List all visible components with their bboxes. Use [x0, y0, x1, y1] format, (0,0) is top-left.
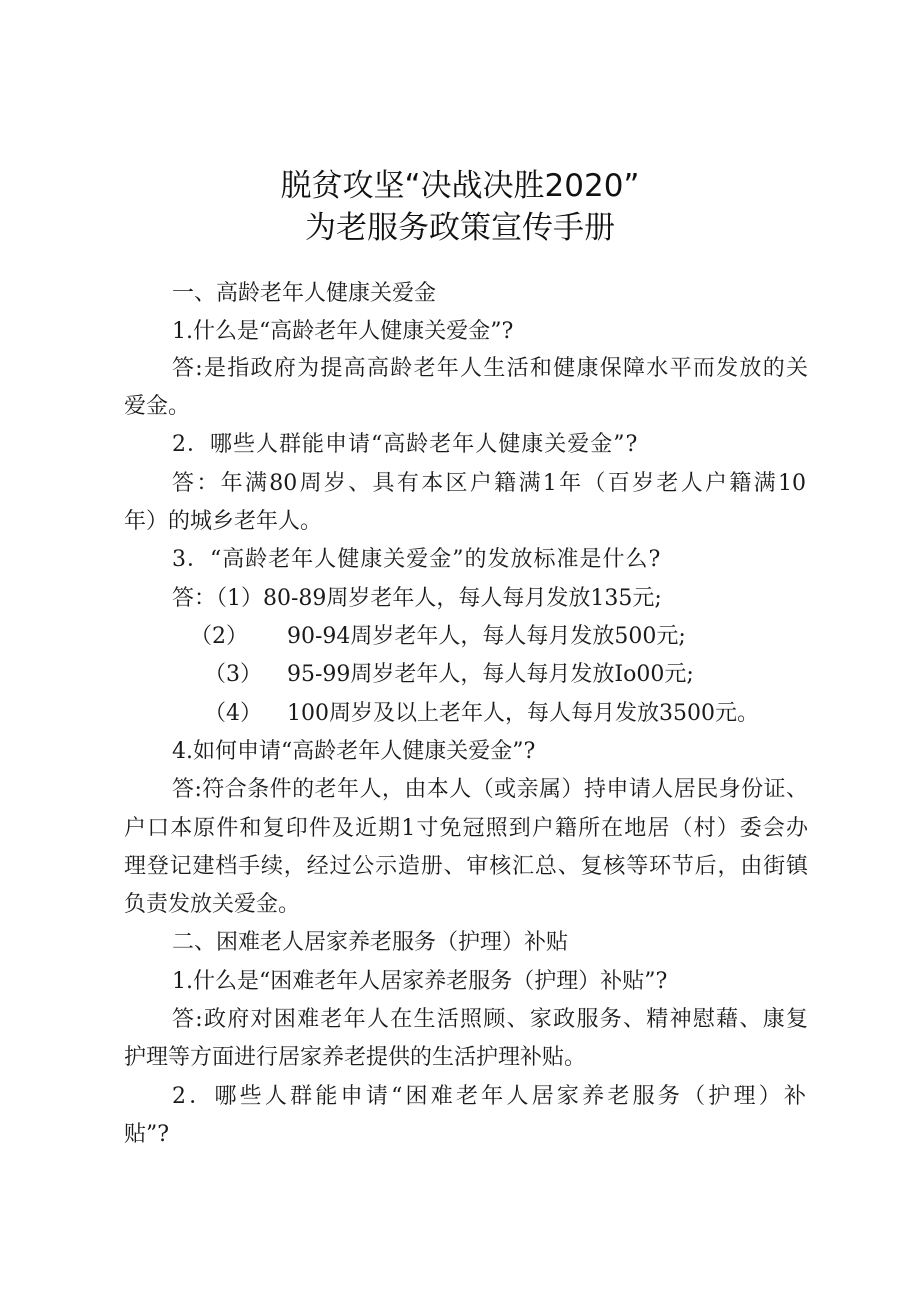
section-1-answer-4-line-1: 答:符合条件的老年人，由本人（或亲属）持申请人居民身份证、: [172, 777, 808, 802]
document-title-line-1: 脱贫攻坚“决战决胜2020”: [280, 168, 640, 204]
section-1-question-1: 1.什么是“高龄老年人健康关爱金”?: [172, 319, 514, 344]
standard-line-2-text: 90-94周岁老年人，每人每月发放500元;: [287, 624, 686, 649]
section-1-question-2: 2．哪些人群能申请“高龄老年人健康关爱金”?: [172, 432, 639, 457]
section-1-answer-4-line-4: 负责发放关爱金。: [124, 892, 301, 917]
standard-line-3-text: 95-99周岁老年人，每人每月发放Io00元;: [287, 662, 694, 687]
section-1-question-4: 4.如何申请“高龄老年人健康关爱金”?: [172, 739, 536, 764]
section-1-answer-1-line-2: 爱金。: [124, 394, 191, 419]
standard-line-4-number: （4）: [204, 701, 262, 726]
section-2-question-2-line-1: 2．哪些人群能申请“困难老年人居家养老服务（护理）补: [172, 1084, 806, 1109]
section-2-question-1: 1.什么是“困难老年人居家养老服务（护理）补贴”?: [172, 969, 668, 994]
section-1-answer-2-line-2: 年）的城乡老年人。: [124, 509, 323, 534]
section-1-question-3: 3．“高龄老年人健康关爱金”的发放标准是什么?: [172, 547, 662, 572]
section-2-question-2-line-2: 贴”?: [124, 1122, 170, 1147]
standard-line-4-text: 100周岁及以上老年人，每人每月发放3500元。: [287, 701, 759, 726]
standard-line-1: 答：（1）80-89周岁老年人，每人每月发放135元;: [172, 586, 662, 611]
section-1-answer-4-line-3: 理登记建档手续，经过公示造册、审核汇总、复核等环节后，由街镇: [124, 854, 808, 879]
standard-line-3-number: （3）: [204, 662, 262, 687]
section-1-answer-4-line-2: 户口本原件和复印件及近期1寸免冠照到户籍所在地居（村）委会办: [124, 816, 808, 841]
section-1-heading: 一、高龄老年人健康关爱金: [172, 281, 437, 306]
standard-line-2-number: （2）: [190, 624, 248, 649]
section-2-answer-1-line-2: 护理等方面进行居家养老提供的生活护理补贴。: [124, 1045, 587, 1070]
section-1-answer-2-line-1: 答：年满80周岁、具有本区户籍满1年（百岁老人户籍满10: [172, 471, 806, 496]
section-1-answer-1-line-1: 答:是指政府为提高高龄老年人生活和健康保障水平而发放的关: [172, 356, 808, 381]
section-2-heading: 二、困难老人居家养老服务（护理）补贴: [172, 930, 569, 955]
section-2-answer-1-line-1: 答:政府对困难老年人在生活照顾、家政服务、精神慰藉、康复: [172, 1007, 808, 1032]
document-title-line-2: 为老服务政策宣传手册: [305, 210, 615, 246]
